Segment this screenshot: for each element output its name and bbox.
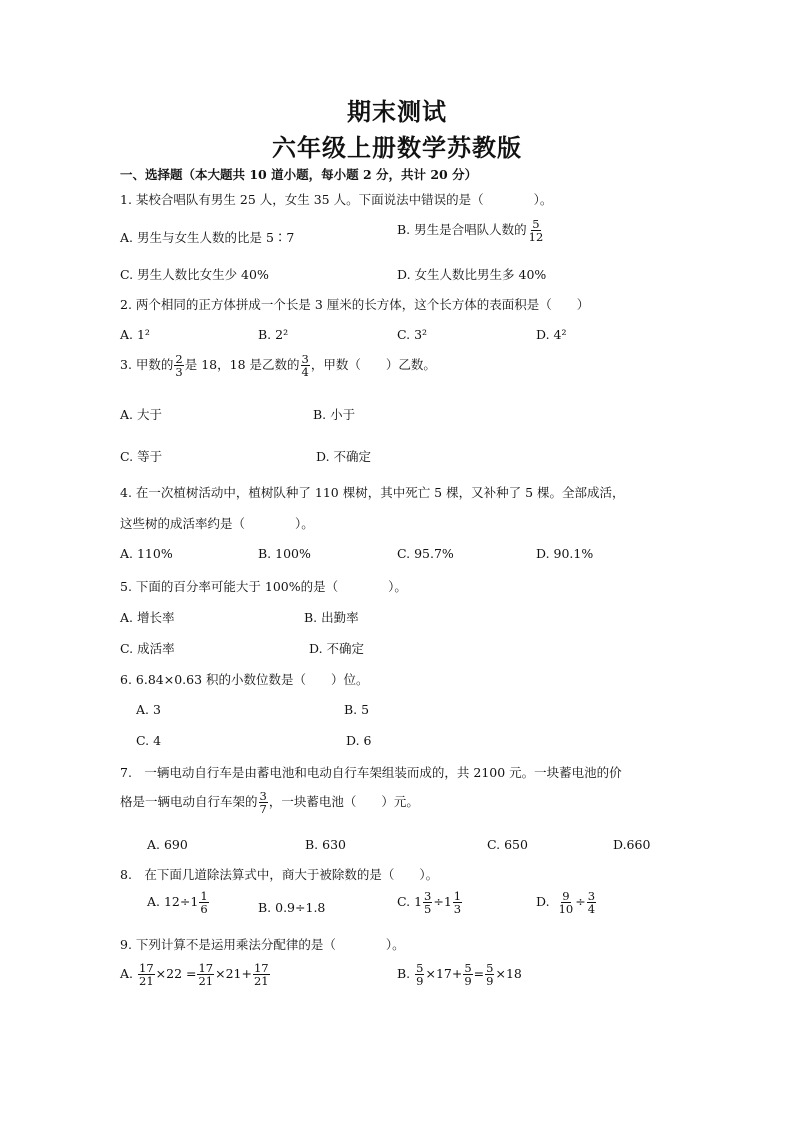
q9-b-text-2: = — [473, 966, 485, 982]
q1-option-d: D. 女生人数比男生多 40% — [397, 267, 547, 282]
fraction: $\frac{5}{9}$ — [464, 961, 472, 989]
fraction: $\frac{1}{3}$ — [453, 889, 462, 917]
fraction: $\frac{5}{9}$ — [486, 961, 494, 989]
q9-b-text-3: ×18 — [495, 966, 522, 982]
q3-text-1: 3. 甲数的 — [120, 357, 174, 373]
q2-option-b: B. 2² — [258, 327, 289, 342]
q3-option-a: A. 大于 — [120, 407, 162, 422]
question-6: 6. 6.84×0.63 积的小数位数是（ ）位。 — [120, 672, 369, 687]
q8-a-text: A. 12÷1 — [147, 894, 199, 910]
question-9: 9. 下列计算不是运用乘法分配律的是（ ）。 — [120, 937, 405, 952]
question-1: 1. 某校合唱队有男生 25 人，女生 35 人。下面说法中错误的是（ ）。 — [120, 192, 553, 207]
q6-option-d: D. 6 — [346, 733, 372, 748]
q1-option-b-text: B. 男生是合唱队人数的 — [397, 222, 527, 238]
q5-option-d: D. 不确定 — [309, 641, 365, 656]
q9-b-text-1: ×17+ — [425, 966, 463, 982]
q3-text-3: ，甲数（ ）乙数。 — [310, 357, 436, 373]
q8-option-c — [397, 890, 463, 915]
fraction: $\frac{3}{5}$ — [424, 889, 432, 917]
question-2: 2. 两个相同的正方体拼成一个长是 3 厘米的长方体，这个长方体的表面积是（ ） — [120, 297, 590, 312]
section-heading: 一、选择题（本大题共 10 道小题，每小题 2 分，共计 20 分） — [120, 167, 478, 182]
q4-option-a: A. 110% — [120, 546, 173, 561]
q9-a-label: A. — [120, 966, 134, 982]
q7-option-c: C. 650 — [487, 837, 528, 852]
q8-c-text-2: ÷1 — [433, 894, 452, 910]
q9-option-a — [120, 962, 271, 987]
q9-b-label: B. — [397, 966, 411, 982]
q6-option-c: C. 4 — [136, 733, 162, 748]
q2-option-a: A. 1² — [120, 327, 150, 342]
q2-option-d: D. 4² — [536, 327, 567, 342]
fraction: $\frac{3}{7}$ — [259, 789, 267, 817]
fraction: $\frac{2}{3}$ — [175, 352, 183, 380]
fraction: $\frac{17}{21}$ — [253, 961, 269, 989]
question-4-cont: 这些树的成活率约是（ ）。 — [120, 516, 314, 531]
q8-c-text-1: C. 1 — [397, 894, 423, 910]
q1-option-c: C. 男生人数比女生少 40% — [120, 267, 269, 282]
q8-option-b: B. 0.9÷1.8 — [258, 900, 326, 915]
q9-option-b — [397, 962, 522, 987]
question-4: 4. 在一次植树活动中，植树队种了 110 棵树，其中死亡 5 棵，又补种了 5 棵。全部成活， — [120, 485, 625, 500]
fraction: $\frac{5}{9}$ — [416, 961, 424, 989]
q4-option-d: D. 90.1% — [536, 546, 594, 561]
q3-option-c: C. 等于 — [120, 449, 163, 464]
fraction: $\frac{3}{4}$ — [587, 889, 596, 917]
q7-text-2: ，一块蓄电池（ ）元。 — [268, 794, 419, 810]
question-7-cont — [120, 790, 419, 815]
q2-option-c: C. 3² — [397, 327, 428, 342]
q7-text-1: 格是一辆电动自行车架的 — [120, 794, 258, 810]
q3-option-b: B. 小于 — [313, 407, 356, 422]
fraction: $\frac{17}{21}$ — [198, 961, 214, 989]
q7-option-b: B. 630 — [305, 837, 346, 852]
page-subtitle: 六年级上册数学苏教版 — [272, 133, 522, 162]
q5-option-b: B. 出勤率 — [304, 610, 359, 625]
page-title: 期末测试 — [347, 97, 447, 126]
fraction: $\frac{9}{10}$ — [558, 889, 574, 917]
q1-option-b — [397, 218, 545, 243]
fraction: $\frac{17}{21}$ — [139, 961, 154, 989]
q1-option-a: A. 男生与女生人数的比是 5∶7 — [120, 230, 295, 245]
question-8: 8. 在下面几道除法算式中，商大于被除数的是（ ）。 — [120, 867, 439, 882]
q6-option-b: B. 5 — [344, 702, 370, 717]
q7-option-d: D.660 — [613, 837, 651, 852]
q3-option-d: D. 不确定 — [316, 449, 372, 464]
q6-option-a: A. 3 — [136, 702, 161, 717]
q7-option-a: A. 690 — [147, 837, 188, 852]
q9-a-text-1: ×22 = — [155, 966, 197, 982]
q8-d-text-2: ÷ — [575, 894, 586, 910]
q5-option-c: C. 成活率 — [120, 641, 175, 656]
question-5: 5. 下面的百分率可能大于 100%的是（ ）。 — [120, 579, 407, 594]
q3-text-2: 是 18，18 是乙数的 — [184, 357, 300, 373]
fraction: $\frac{1}{6}$ — [200, 889, 208, 917]
q4-option-b: B. 100% — [258, 546, 311, 561]
fraction: $\frac{3}{4}$ — [301, 352, 309, 380]
q5-option-a: A. 增长率 — [120, 610, 175, 625]
q4-option-c: C. 95.7% — [397, 546, 454, 561]
q8-option-a — [147, 890, 210, 915]
fraction: $\frac{5}{12}$ — [528, 217, 544, 245]
q9-a-text-2: ×21+ — [215, 966, 252, 982]
q8-d-text-1: D. — [536, 894, 550, 910]
q8-option-d — [536, 890, 597, 915]
question-7: 7. 一辆电动自行车是由蓄电池和电动自行车架组装而成的，共 2100 元。一块蓄电池的价 — [120, 765, 622, 780]
question-3 — [120, 353, 436, 378]
